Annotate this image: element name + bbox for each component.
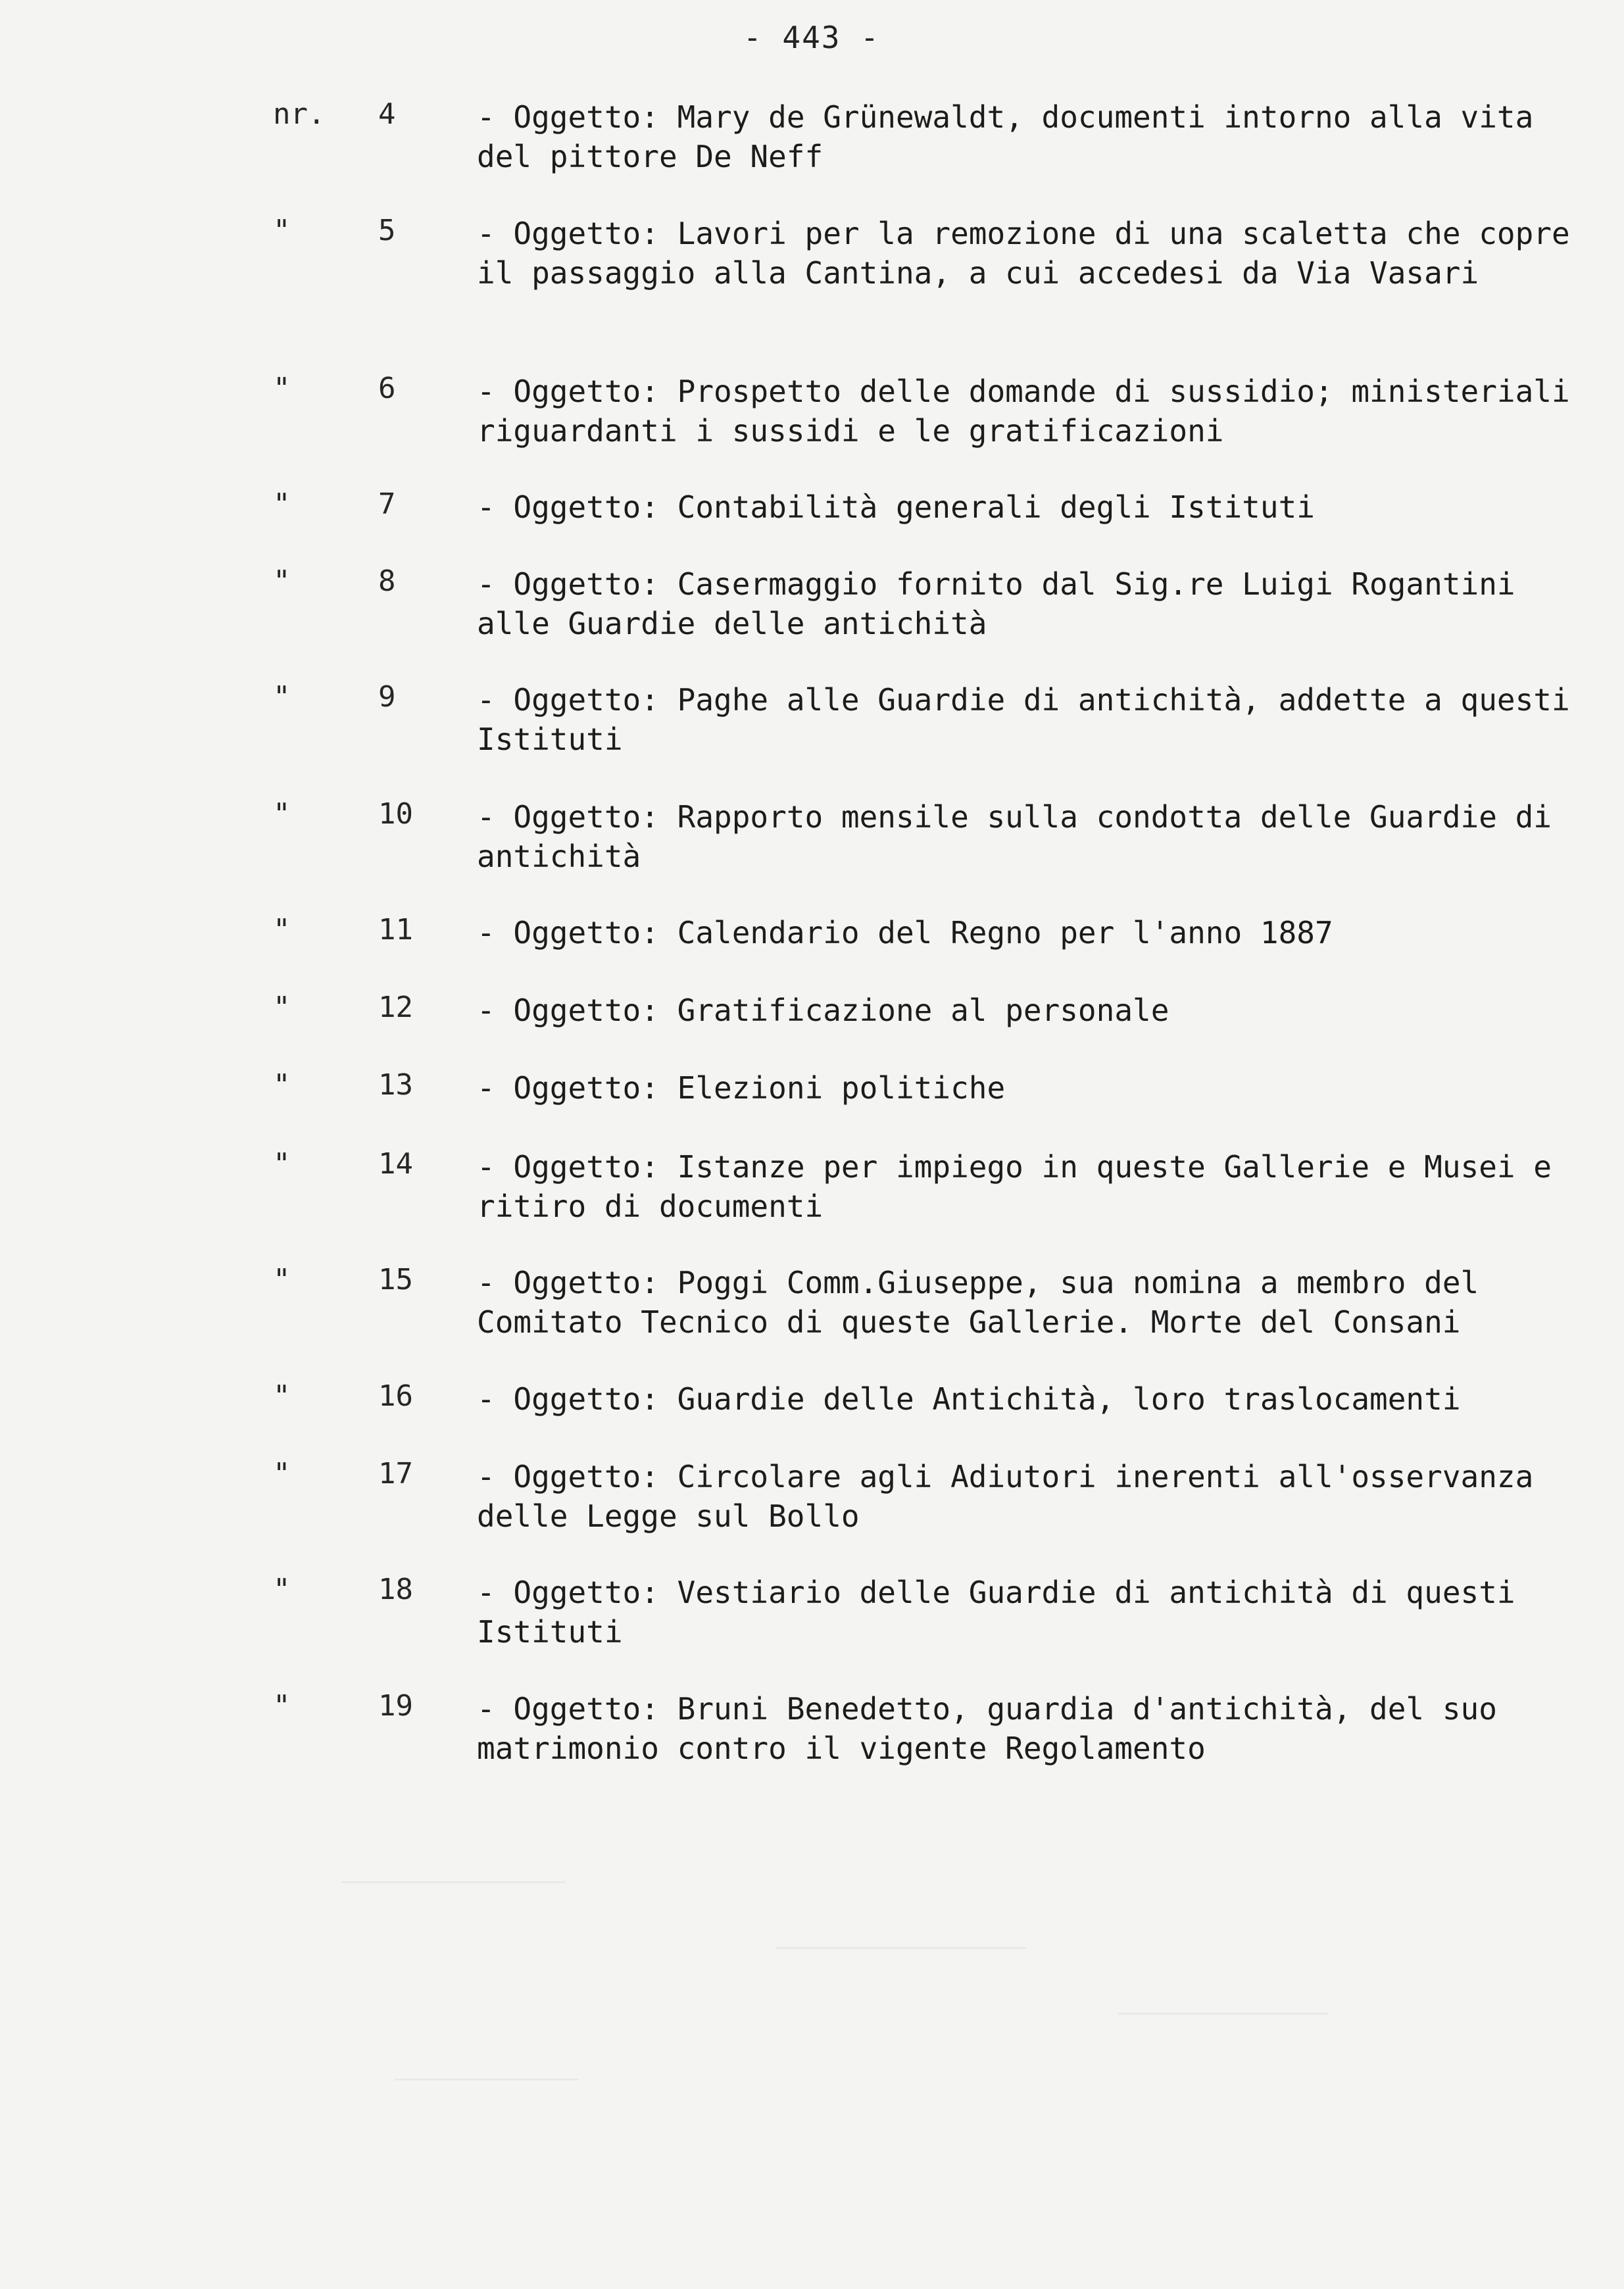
- bleed-through-mark: [776, 1947, 1026, 1949]
- entry-label: - Oggetto:: [477, 99, 659, 135]
- entry-prefix: ": [273, 913, 291, 947]
- entry-prefix: ": [273, 487, 291, 521]
- entry-description: Elezioni politiche: [677, 1070, 1006, 1106]
- entry-text: [477, 214, 1582, 293]
- entry-description: Guardie delle Antichità, loro traslocamenti: [677, 1381, 1461, 1417]
- entry-label: - Oggetto:: [477, 1381, 659, 1417]
- entry-text: [477, 487, 1582, 527]
- entry-text: [477, 680, 1582, 759]
- bleed-through-mark: [342, 1881, 566, 1883]
- bleed-through-mark: [1118, 2013, 1329, 2015]
- entry-prefix: ": [273, 991, 291, 1024]
- entry-description: Rapporto mensile sulla condotta delle Guardie di antichità: [477, 799, 1552, 874]
- entry-description: Casermaggio fornito dal Sig.re Luigi Rogantini alle Guardie delle antichità: [477, 566, 1515, 641]
- entry-prefix: ": [273, 1689, 291, 1723]
- entry-text: [477, 1573, 1582, 1652]
- entry-label: - Oggetto:: [477, 489, 659, 525]
- entry-text: [477, 1263, 1582, 1342]
- entry-description: Poggi Comm.Giuseppe, sua nomina a membro del Comitato Tecnico di queste Gallerie. Morte del Consani: [477, 1265, 1479, 1340]
- entry-prefix: ": [273, 372, 291, 405]
- entry-number: 14: [378, 1147, 413, 1181]
- entry-description: Vestiario delle Guardie di antichità di questi Istituti: [477, 1575, 1515, 1650]
- entry-text: [477, 1457, 1582, 1536]
- entry-label: - Oggetto:: [477, 915, 659, 950]
- entry-number: 4: [378, 97, 396, 131]
- entry-number: 12: [378, 991, 413, 1024]
- entry-description: Circolare agli Adiutori inerenti all'osservanza delle Legge sul Bollo: [477, 1459, 1534, 1534]
- entry-text: [477, 1147, 1582, 1226]
- entry-number: 18: [378, 1573, 413, 1606]
- entry-prefix: ": [273, 797, 291, 831]
- entry-number: 10: [378, 797, 413, 831]
- entry-prefix: ": [273, 1147, 291, 1181]
- page-number: - 443 -: [743, 20, 880, 55]
- entry-label: - Oggetto:: [477, 1575, 659, 1610]
- entry-prefix: ": [273, 1457, 291, 1490]
- entry-number: 16: [378, 1379, 413, 1413]
- entry-prefix: ": [273, 1573, 291, 1606]
- entry-prefix: ": [273, 1263, 291, 1296]
- entry-text: [477, 1068, 1582, 1108]
- entry-number: 5: [378, 214, 396, 247]
- entry-prefix: nr.: [273, 97, 326, 131]
- entry-number: 19: [378, 1689, 413, 1723]
- entry-number: 13: [378, 1068, 413, 1102]
- entry-text: [477, 991, 1582, 1030]
- entry-text: [477, 797, 1582, 876]
- entry-number: 8: [378, 564, 396, 598]
- entry-description: Lavori per la remozione di una scaletta che copre il passaggio alla Cantina, a cui accedesi da Via Vasari: [477, 216, 1570, 291]
- entry-text: [477, 1689, 1582, 1768]
- entry-label: - Oggetto:: [477, 1691, 659, 1727]
- entry-text: [477, 1379, 1582, 1419]
- entry-description: Calendario del Regno per l'anno 1887: [677, 915, 1333, 950]
- entry-description: Bruni Benedetto, guardia d'antichità, del suo matrimonio contro il vigente Regolamento: [477, 1691, 1497, 1766]
- entry-prefix: ": [273, 1068, 291, 1102]
- entry-label: - Oggetto:: [477, 1265, 659, 1300]
- entry-description: Gratificazione al personale: [677, 993, 1169, 1028]
- entry-label: - Oggetto:: [477, 374, 659, 409]
- bleed-through-mark: [395, 2079, 579, 2080]
- entry-label: - Oggetto:: [477, 993, 659, 1028]
- entry-number: 7: [378, 487, 396, 521]
- entry-text: [477, 913, 1582, 952]
- entry-description: Paghe alle Guardie di antichità, addette a questi Istituti: [477, 682, 1570, 757]
- entry-text: [477, 97, 1582, 176]
- entry-prefix: ": [273, 1379, 291, 1413]
- entry-prefix: ": [273, 564, 291, 598]
- entry-description: Mary de Grünewaldt, documenti intorno alla vita del pittore De Neff: [477, 99, 1534, 174]
- entry-number: 6: [378, 372, 396, 405]
- entry-prefix: ": [273, 680, 291, 714]
- entry-number: 9: [378, 680, 396, 714]
- entry-number: 15: [378, 1263, 413, 1296]
- entry-description: Prospetto delle domande di sussidio; ministeriali riguardanti i sussidi e le gratificazioni: [477, 374, 1570, 449]
- entry-number: 11: [378, 913, 413, 947]
- entry-label: - Oggetto:: [477, 799, 659, 835]
- entry-description: Istanze per impiego in queste Gallerie e Musei e ritiro di documenti: [477, 1149, 1552, 1224]
- entry-label: - Oggetto:: [477, 566, 659, 602]
- entry-label: - Oggetto:: [477, 1070, 659, 1106]
- entry-text: [477, 564, 1582, 643]
- entry-label: - Oggetto:: [477, 1459, 659, 1494]
- entry-prefix: ": [273, 214, 291, 247]
- entry-number: 17: [378, 1457, 413, 1490]
- entry-label: - Oggetto:: [477, 216, 659, 251]
- entry-label: - Oggetto:: [477, 682, 659, 718]
- entry-label: - Oggetto:: [477, 1149, 659, 1185]
- entry-description: Contabilità generali degli Istituti: [677, 489, 1315, 525]
- entry-text: [477, 372, 1582, 451]
